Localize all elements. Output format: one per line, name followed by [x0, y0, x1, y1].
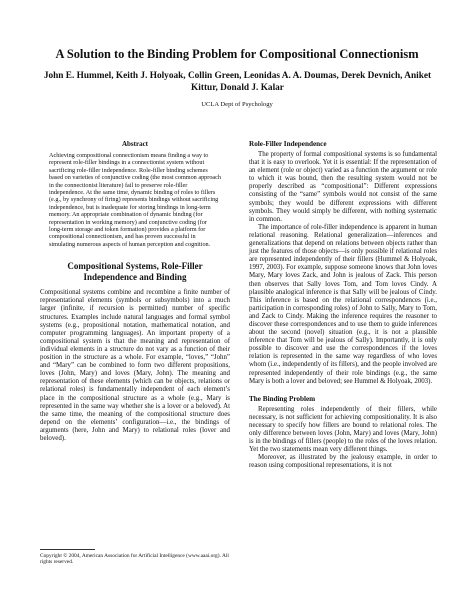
section-paragraph: Compositional systems combine and recombine a finite number of representational elements (symbols or subsymbols) into a much larger (infinite, if recursion is permitted) number of specific structures. Examples include natural languages and formal symbol systems (e.g., propositional notation, mathematical notation, and computer programming languages). An important property of a compositional system is that the meaning and representation of individual elements in a structure do not vary as a function of their position in the structure as a whole. For example, “loves,” “John” and “Mary” can be combined to form two different propositions, loves (John, Mary) and loves (Mary, John). The meaning and representation of these elements (which can be objects, relations or relational roles) is fundamentally independent of each element’s place in the compositional structure as a whole (e.g., Mary is represented in the same way whether she is a lover or a beloved). At the same time, the meaning of the compositional structure does depend on the elements’ configuration—i.e., the bindings of arguments (here, John and Mary) to relational roles (lover and beloved).	[40, 289, 230, 442]
section-paragraph: The importance of role-filler independence is apparent in human relational reasoning. Relational generalization—inferences and generalizations that depend on relations between objects rather than just the features of those objects—is only possible if relational roles are represented independently of their fillers (Hummel & Holyoak, 1997, 2003). For example, suppose someone knows that John loves Mary, Mary loves Zack, and John is jealous of Zack. This person then observes that Sally loves Tom, and Tom loves Cindy. A plausible analogical inference is that Sally will be jealous of Cindy. This inference is based on the relational correspondences (i.e., participation in corresponding roles) of John to Sally, Mary to Tom, and Zack to Cindy. Making the inference requires the reasoner to discover these correspondences and to use them to guide inferences about the second (novel) situation (e.g., it is not a plausible inference that Tom will be jealous of Sally). Importantly, it is only possible to discover and use the correspondences if the loves relation is represented in the same way regardless of who loves whom (i.e., independently of its fillers), and the people involved are represented independently of their role bindings (e.g., the same Mary is both a lover and beloved; see Hummel & Holyoak, 2003).	[249, 223, 437, 385]
section-heading-role-filler-independence: Role-Filler Independence	[249, 140, 327, 148]
abstract-heading: Abstract	[121, 140, 149, 148]
copyright-notice: Copyright © 2004, American Association for Artificial Intelligence (www.aaai.org). All rights reserved.	[40, 553, 229, 566]
section-paragraph: Moreover, as illustrated by the jealousy example, in order to reason using compositional representations, it is not	[249, 454, 437, 470]
section-paragraph: Representing roles independently of their fillers, while necessary, is not sufficient for achieving compositionality. It is also necessary to specify how fillers are bound to relational roles. The only difference between loves (John, Mary) and loves (Mary, John) is in the bindings of fillers (people) to the roles of the loves relation. Yet the two statements mean very different things.	[249, 405, 437, 454]
footnote-rule	[40, 549, 95, 550]
section-heading-compositional-systems: Compositional Systems, Role-Filler Independence and Binding	[67, 261, 203, 283]
paper-title: A Solution to the Binding Problem for Compositional Connectionism	[55, 47, 419, 61]
section-heading-binding-problem: The Binding Problem	[249, 394, 316, 403]
section-paragraph: The property of formal compositional systems is so fundamental that it is easy to overlook. Yet it is essential: If the representation of an element (role or object) varied as a function the argument or role to which it was bound, then the resulting system would not be properly described as “compositional”: Different expressions consisting of the “same” symbols would not consist of the same symbols; they would be different expressions with different symbols. They would simply be different, with nothing systematic in common.	[249, 151, 437, 223]
left-column	[40, 140, 230, 443]
author-list: John E. Hummel, Keith J. Holyoak, Collin Green, Leonidas A. A. Doumas, Derek Devnich, Aniket Kittur, Donald J. Kalar	[43, 71, 432, 93]
affiliation: UCLA Dept of Psychology	[201, 101, 273, 108]
right-column	[249, 140, 437, 470]
abstract-text: Achieving compositional connectionism means finding a way to represent role-filler bindings in a connectionist system without sacrificing role-filler independence. Role-filler binding schemes based on varieties of conjunctive coding (the most common approach in the connectionist literature) fail to preserve role-filler independence. At the same time, dynamic binding of roles to fillers (e.g., by synchrony of firing) represents bindings without sacrificing independence, but is inadequate for storing bindings in long-term memory. An appropriate combination of dynamic binding (for representation in working memory) and conjunctive coding (for long-term storage and token formation) provides a platform for compositional connectionism, and has proven successful in simulating numerous aspects of human perception and cognition.	[49, 152, 221, 248]
